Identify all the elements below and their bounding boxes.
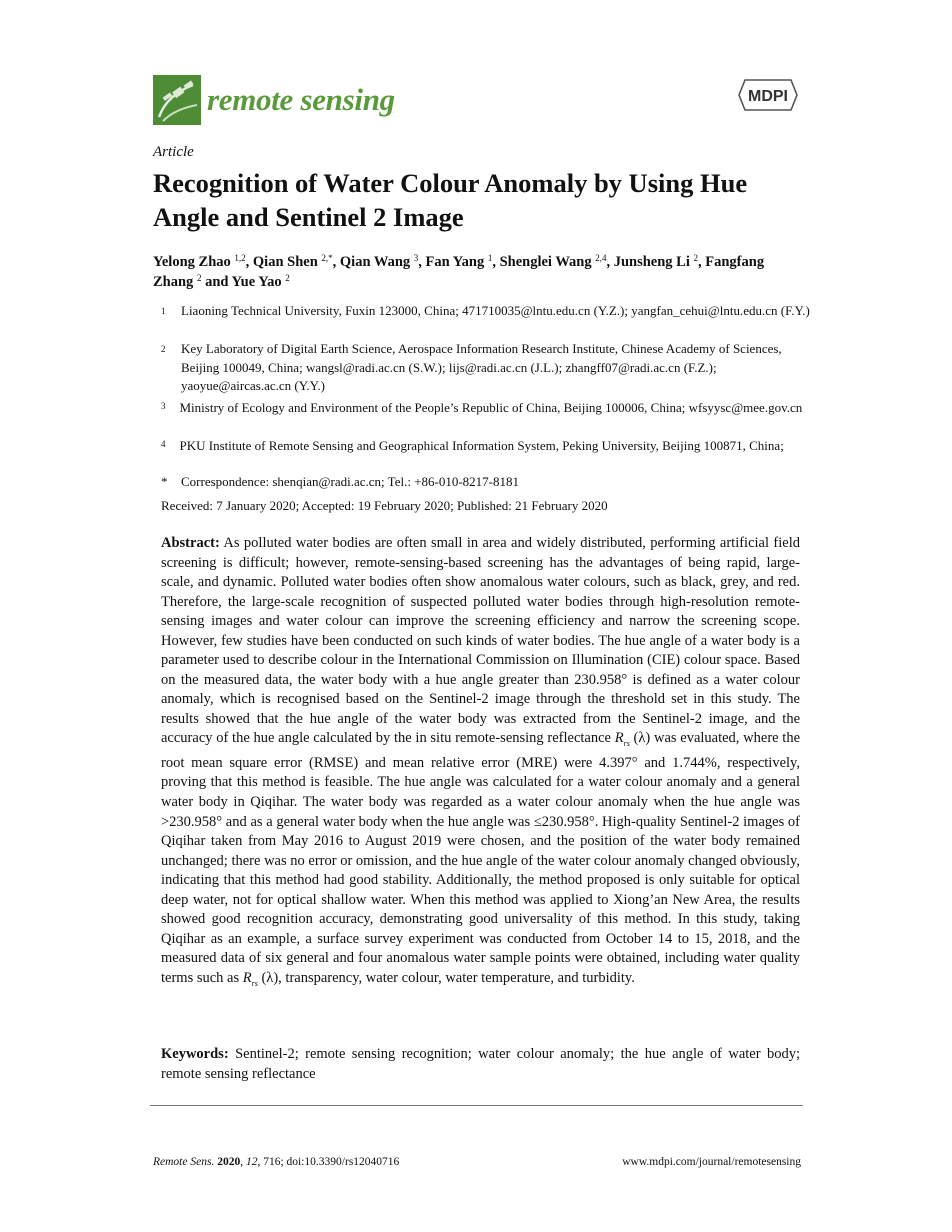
correspondence-text: Correspondence: shenqian@radi.ac.cn; Tel.: +86-010-8217-8181 — [181, 474, 520, 489]
author-name: Fangfang Zhang — [153, 254, 765, 290]
keywords — [161, 1045, 800, 1084]
author-separator: , — [245, 254, 253, 270]
journal-url-link[interactable]: www.mdpi.com/journal/remotesensing — [622, 1156, 801, 1168]
citation-footer: Remote Sens. 2020, 12, 716; doi:10.3390/rs12040716 — [153, 1156, 400, 1168]
journal-abbreviation: Remote Sens. — [153, 1156, 215, 1168]
satellite-icon — [153, 75, 201, 125]
affiliation-number: 3 — [161, 401, 166, 411]
author-name: Qian Shen — [252, 254, 318, 270]
footer-divider — [150, 1105, 803, 1106]
article-type: Article — [153, 144, 194, 160]
affiliation-text: Key Laboratory of Digital Earth Science, Aerospace Information Research Institute, Chinese Academy of Sciences, Beijing 100049, China; wangsl@radi.ac.cn (S.W.); lijs@radi.ac.cn (J.L.); zhangff07@radi.ac.cn (F.Z.); yaoyue@aircas.ac.cn (Y.Y.) — [181, 341, 782, 394]
publication-dates: Received: 7 January 2020; Accepted: 19 February 2020; Published: 21 February 2020 — [161, 498, 608, 513]
affiliation-text: Ministry of Ecology and Environment of the People’s Republic of China, Beijing 100006, China; wfsyysc@mee.gov.cn — [179, 400, 803, 415]
rrs-argument: (λ) — [261, 969, 279, 986]
author-name: Yue Yao — [231, 274, 282, 290]
rrs-symbol: $R_{rs}$ — [614, 730, 630, 749]
rrs-argument: (λ) — [633, 730, 651, 747]
publication-year: 2020 — [217, 1156, 241, 1168]
affiliation-text: Liaoning Technical University, Fuxin 123000, China; 471710035@lntu.edu.cn (Y.Z.); yangfan_cehui@lntu.edu.cn (F.Y.) — [181, 303, 810, 318]
abstract-text-3: , transparency, water colour, water temperature, and turbidity. — [278, 969, 635, 986]
author-separator: , — [418, 254, 426, 270]
author-affiliation-marker: 2 — [196, 273, 202, 283]
author-affiliation-marker: 2 — [285, 273, 290, 283]
publisher-logo[interactable] — [737, 76, 799, 114]
affiliation-number: 1 — [161, 306, 166, 316]
affiliation-text: PKU Institute of Remote Sensing and Geographical Information System, Peking University, Beijing 100871, China; — [179, 438, 784, 453]
author-affiliation-marker: 2,* — [321, 253, 333, 263]
publisher-name: MDPI — [748, 88, 788, 105]
author-name: Shenglei Wang — [499, 254, 592, 270]
abstract-text-2: was evaluated, where the root mean square error (RMSE) and mean relative error (MRE) were 4.397° and 1.744%, respectively, proving that this method is feasible. The hue angle was calculated for a water colour anomaly and a general water body in Qiqihar. The water body was regarded as a water colour anomaly when the hue angle was >230.958° and as a general water body when the hue angle was ≤230.958°. High-quality Sentinel-2 images of Qiqihar taken from May 2016 to August 2019 were chosen, and the position of the water body remained unchanged; there was no error or omission, and the hue angle of the water colour anomaly changed obviously, indicating that this method had good stability. Additionally, the method proposed is only suitable for optical deep water, not for optical shallow water. When this method was applied to Xiong’an New Area, the results showed good recognition accuracy, demonstrating good universality of this method. In this study, taking Qiqihar as an example, a surface survey experiment was conducted from October 14 to 15, 2018, and the measured data of six general and four anomalous water sample points were obtained, including water quality terms such as — [161, 730, 801, 986]
author-affiliation-marker: 3 — [413, 253, 419, 263]
journal-logo[interactable] — [153, 75, 395, 125]
author-list — [153, 252, 803, 292]
author-separator: , — [492, 254, 500, 270]
abstract-label: Abstract: — [161, 535, 220, 551]
affiliation-number: 2 — [161, 344, 166, 354]
paper-title: Recognition of Water Colour Anomaly by Using Hue Angle and Sentinel 2 Image — [153, 168, 748, 232]
affiliation-3 — [161, 397, 811, 418]
author-affiliation-marker: 1 — [487, 253, 493, 263]
abstract — [161, 534, 800, 993]
author-name: Fan Yang — [425, 254, 485, 270]
affiliation-4 — [161, 435, 811, 456]
author-name: Qian Wang — [339, 254, 411, 270]
author-affiliation-marker: 2 — [693, 253, 698, 263]
journal-name: remote sensing — [207, 82, 395, 117]
author-name: Yelong Zhao — [153, 254, 231, 270]
correspondence-marker: * — [161, 474, 168, 489]
keywords-text: Sentinel-2; remote sensing recognition; water colour anomaly; the hue angle of water body; remote sensing reflectance — [161, 1046, 801, 1082]
keywords-label: Keywords: — [161, 1046, 229, 1062]
abstract-text-1: As polluted water bodies are often small in area and widely distributed, performing artificial field screening is difficult; however, remote-sensing-based screening has the advantages of being rapid, large-scale, and dynamic. Polluted water bodies often show anomalous water colours, such as black, grey, and red. Therefore, the large-scale recognition of suspected polluted water bodies through high-resolution remote-sensing images and water colour can improve the screening efficiency and narrow the screening scope. However, few studies have been conducted on such kinds of water bodies. The hue angle of a water body is a parameter used to describe colour in the International Commission on Illumination (CIE) colour space. Based on the measured data, the water body with a hue angle greater than 230.958° is defined as a water colour anomaly, which is recognised based on the Sentinel-2 image through the threshold set in this study. The results showed that the hue angle of the water body was extracted from the Sentinel-2 image, and the accuracy of the hue angle calculated by the in situ remote-sensing reflectance — [161, 535, 800, 747]
author-name: Junsheng Li — [613, 254, 690, 270]
author-separator: , — [332, 254, 340, 270]
author-affiliation-marker: 2,4 — [595, 253, 607, 263]
rrs-symbol: $R_{rs}$ — [242, 969, 258, 988]
author-separator: , — [698, 254, 706, 270]
affiliation-number: 4 — [161, 439, 166, 449]
author-separator: , — [606, 254, 614, 270]
author-separator: and — [201, 274, 232, 290]
volume: 12 — [245, 1156, 258, 1168]
pages-doi: , 716; doi:10.3390/rs12040716 — [257, 1156, 400, 1168]
author-affiliation-marker: 1,2 — [234, 253, 246, 263]
